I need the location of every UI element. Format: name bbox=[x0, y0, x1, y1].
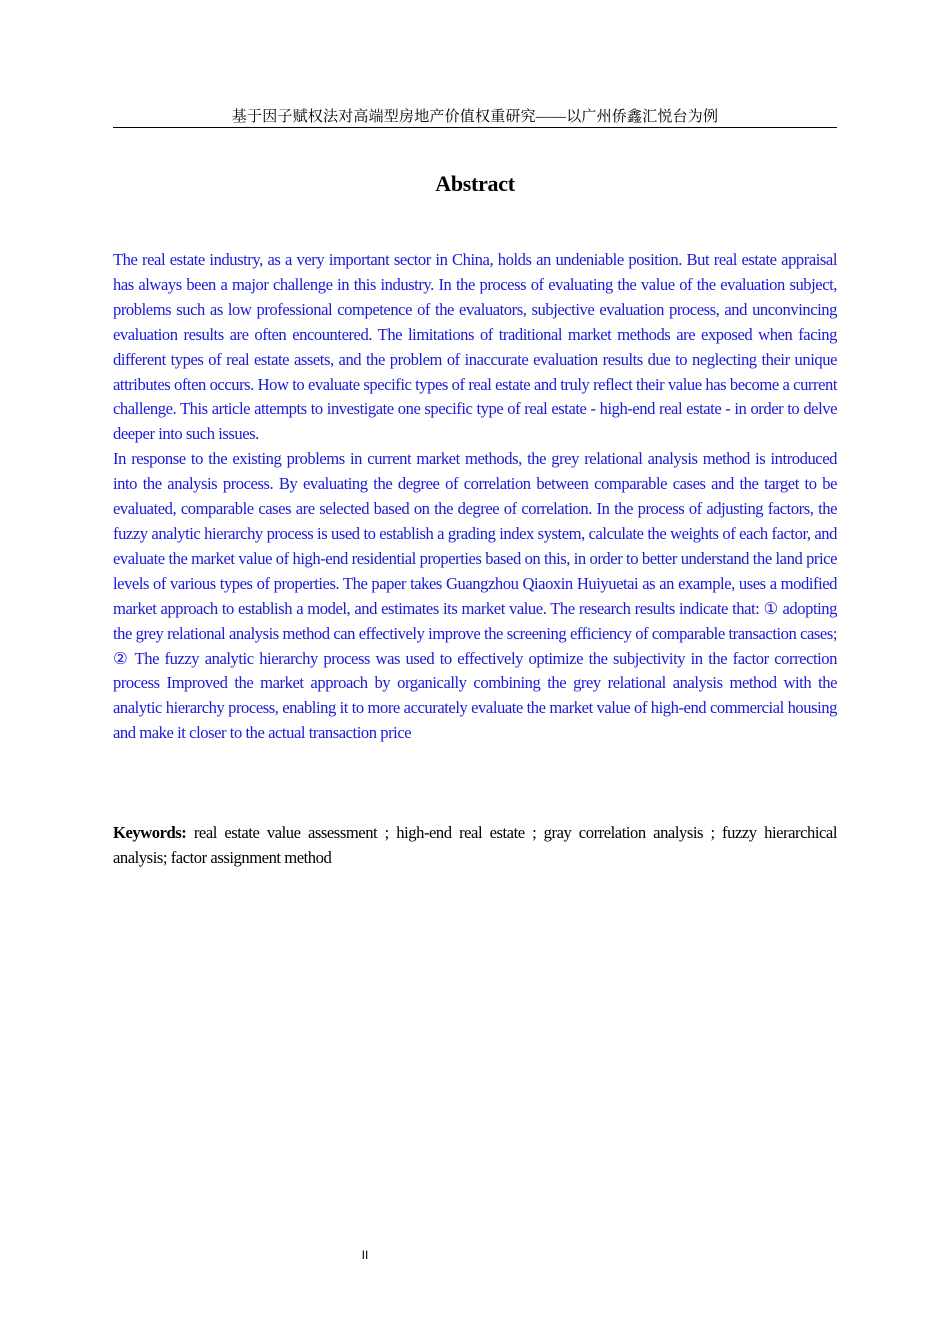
running-header: 基于因子赋权法对高端型房地产价值权重研究——以广州侨鑫汇悦台为例 bbox=[231, 109, 719, 125]
page-number: II bbox=[361, 1248, 369, 1262]
abstract-paragraph-1: The real estate industry, as a very important sector in China, holds an undeniable position. But real estate appraisal has always been a major challenge in this industry. In the process of evaluating the value of the evaluation subject, problems such as low professional competence of the evaluators, subjective evaluation process, and unconvincing evaluation results are often encountered. The limitations of traditional market methods are exposed when facing different types of real estate assets, and the problem of inaccurate evaluation results due to neglecting their unique attributes often occurs. How to evaluate specific types of real estate and truly reflect their value has become a current challenge. This article attempts to investigate one specific type of real estate - high-end real estate - in order to delve deeper into such issues. bbox=[113, 250, 837, 444]
keywords-text: real estate value assessment ; high-end real estate ; gray correlation analysis ; fuzzy hierarchical analysis; factor assignment method bbox=[113, 823, 837, 867]
keywords-label: Keywords: bbox=[113, 823, 187, 842]
abstract-title: Abstract bbox=[435, 171, 515, 196]
header-rule bbox=[113, 127, 837, 128]
keywords bbox=[113, 821, 837, 871]
abstract-body bbox=[113, 248, 837, 746]
abstract-paragraph-2: In response to the existing problems in current market methods, the grey relational analysis method is introduced into the analysis process. By evaluating the degree of correlation between comparable cases and the target to be evaluated, comparable cases are selected based on the degree of correlation. In the process of adjusting factors, the fuzzy analytic hierarchy process is used to establish a grading index system, calculate the weights of each factor, and evaluate the market value of high-end residential properties based on this, in order to better understand the land price levels of various types of properties. The paper takes Guangzhou Qiaoxin Huiyuetai as an example, uses a modified market approach to establish a model, and estimates its market value. The research results indicate that: ① adopting the grey relational analysis method can effectively improve the screening efficiency of comparable transaction cases; ② The fuzzy analytic hierarchy process was used to effectively optimize the subjectivity in the factor correction process Improved the market approach by organically combining the grey relational analysis method with the analytic hierarchy process, enabling it to more accurately evaluate the market value of high-end commercial housing and make it closer to the actual transaction price bbox=[113, 449, 837, 743]
